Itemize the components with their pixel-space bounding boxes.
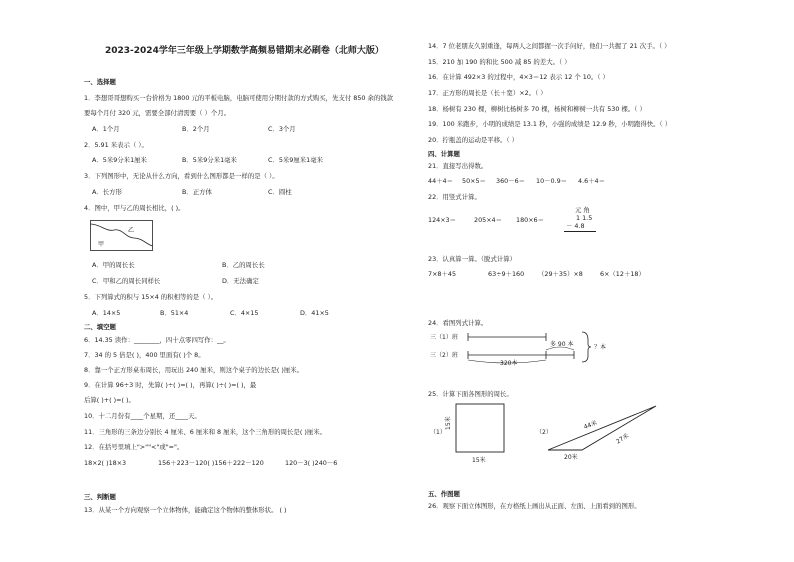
question-16: 16．在计算 492×3 的过程中，4×3＝12 表示 12 个 10。（ ） <box>428 73 609 81</box>
question-9-line2: 后算( )+( )=( )。 <box>84 396 135 404</box>
question-9-line1: 9．在计算 96÷3 时，先算( )÷( )=( )，再算( )÷( )=( )，最 <box>84 381 257 389</box>
question-10: 10．十二月份有____个星期，还____天。 <box>84 412 201 420</box>
q2-option-c: C．5米9厘米1毫米 <box>268 156 324 164</box>
exam-title: 2023-2024学年三年级上学期数学高频易错期末必刷卷（北师大版） <box>105 46 384 56</box>
q3-option-c: C．圆柱 <box>268 188 292 196</box>
question-24: 24．看图列式计算。 <box>428 319 488 327</box>
question-4: 4．图中，甲与乙的周长相比，( )。 <box>84 204 185 212</box>
q1-option-b: B．2个月 <box>182 125 210 133</box>
q21-item-5: 4.6＋4＝ <box>578 177 606 185</box>
q1-option-c: C．3个月 <box>268 125 296 133</box>
q4-label-jia: 甲 <box>98 241 105 248</box>
question-17: 17．正方形的周长是（长＋宽）×2。（ ） <box>428 89 547 97</box>
q21-item-3: 360－6＝ <box>496 177 526 185</box>
q25-tri-b: 27米 <box>615 432 631 446</box>
q23-item-3: （29＋35）×8 <box>538 270 583 278</box>
q23-item-1: 7×8＋45 <box>428 270 457 278</box>
q22-item-2: 205×4＝ <box>474 216 503 224</box>
q2-option-a: A．5米9分米1厘米 <box>92 156 147 164</box>
question-20: 20．拧瓶盖的运动是平移。（ ） <box>428 136 519 144</box>
question-13: 13．从某一个方向观察一个立体物体，能确定这个物体的整体形状。 ( ) <box>84 506 287 514</box>
section-drawing: 五、作图题 <box>428 490 460 498</box>
q4-label-yi: 乙 <box>128 227 135 234</box>
question-7: 7．34 的 5 倍是( )，400 里面有( )个 8。 <box>84 351 205 359</box>
q25-label-2: （2） <box>536 429 552 436</box>
q22-vertical-header: 元 角 <box>575 206 590 214</box>
q25-figure <box>430 400 660 462</box>
question-11: 11．三角形的三条边分别长 4 厘米、6 厘米和 8 厘米，这个三角形的周长是( )厘米。 <box>84 428 327 436</box>
q24-question-label: ？本 <box>594 344 607 351</box>
question-1-line2: 要每个月付 320 元，需要全部付清需要（ ）个月。 <box>84 109 231 117</box>
question-22: 22．用竖式计算。 <box>428 193 481 201</box>
q5-option-a: A．14×5 <box>92 309 121 317</box>
q25-square-bottom: 15米 <box>472 457 486 464</box>
q23-item-4: 6×（12＋18） <box>600 270 645 278</box>
section-judge: 三、判断题 <box>84 493 116 501</box>
question-23: 23．认真算一算。（脱式计算） <box>428 255 517 263</box>
q21-item-1: 44＋4＝ <box>428 177 453 185</box>
q24-row2-label: 三（2）班 <box>430 352 458 359</box>
q4-option-d: D．无法确定 <box>222 277 259 285</box>
question-1-line1: 1．李想哥哥想购买一台价格为 1800 元的平板电脑，电脑可使用分期付款的方式购买，先支付 850 余的钱款 <box>84 94 394 102</box>
question-2: 2．5.91 米表示（ ）。 <box>84 141 148 149</box>
q25-tri-a: 44米 <box>582 419 599 432</box>
q25-square-side: 15米 <box>445 416 452 430</box>
q24-row1-label: 三（1）班 <box>430 334 458 341</box>
q22-item-3: 180×6＝ <box>516 216 545 224</box>
q25-tri-c: 20米 <box>564 454 578 461</box>
q24-figure <box>430 330 620 366</box>
q4-option-a: A．甲的周长长 <box>92 261 135 269</box>
section-fill: 二、填空题 <box>84 323 116 331</box>
q21-item-4: 10－0.9＝ <box>536 177 568 185</box>
section-choice: 一、选择题 <box>84 78 116 86</box>
q22-vertical-bottom: － 4.8 <box>566 222 585 230</box>
q4-option-b: B．乙的周长长 <box>222 261 265 269</box>
question-18: 18．杨树有 230 棵，柳树比杨树多 70 棵，杨树和柳树一共有 530 棵。（ ） <box>428 105 646 113</box>
question-15: 15．210 加 190 的和比 500 减 85 的差大。（ ） <box>428 58 571 66</box>
question-6: 6．14.35 读作：________，四十点零四写作：__。 <box>84 336 230 344</box>
q12-expr-1: 18×2( )18×3 <box>84 459 127 467</box>
q23-item-2: 63÷9＋160 <box>488 270 525 278</box>
q4-figure <box>90 220 154 252</box>
q3-option-a: A．长方形 <box>92 188 122 196</box>
q25-label-1: （1） <box>430 429 446 436</box>
q22-item-1: 124×3＝ <box>428 216 457 224</box>
q22-vertical-top: 1 1.5 <box>576 214 593 222</box>
q24-total-label: 320本 <box>500 360 518 367</box>
section-calc: 四、计算题 <box>428 150 460 158</box>
q5-option-c: C．4×15 <box>230 309 259 317</box>
question-8: 8．靠一个正方形桌布周长，用玩出 240 厘米，则这个桌子的边长是( )厘米。 <box>84 366 304 374</box>
q12-expr-2: 156＋223－120( )156＋222－120 <box>158 459 264 467</box>
q3-option-b: B．正方体 <box>182 188 212 196</box>
q5-option-b: B．51×4 <box>160 309 189 317</box>
question-25: 25．计算下面各图形的周长。 <box>428 390 513 398</box>
question-3: 3．下列图形中，无论从什么方向，看到什么图形都是一样的是（ ）。 <box>84 172 279 180</box>
q4-option-c: C．甲和乙的周长同样长 <box>92 277 161 285</box>
question-5: 5．下列算式的积与 15×4 的积相等的是（ ）。 <box>84 293 218 301</box>
q12-expr-3: 120－3( )240－6 <box>285 459 338 467</box>
q24-more-label: 多 90 本 <box>550 341 574 348</box>
q21-item-2: 50×5＝ <box>462 177 486 185</box>
question-21: 21．直接写出得数。 <box>428 162 488 170</box>
q1-option-a: A．1个月 <box>92 125 120 133</box>
question-12: 12．在括号里填上">""<"或"="。 <box>84 443 184 451</box>
q22-vertical-line <box>564 231 596 232</box>
q2-option-b: B．5米9分米1毫米 <box>182 156 237 164</box>
question-26: 26．观察下面立体图形，在方格纸上画出从正面、左面、上面看到的图形。 <box>428 502 641 510</box>
question-14: 14．7 位老朋友久别重逢，每两人之间都握一次手问好，他们一共握了 21 次手。（ ） <box>428 42 671 50</box>
q5-option-d: D．41×5 <box>300 309 329 317</box>
question-19: 19．100 米跑步，小明的成绩是 13.1 秒，小强的成绩是 12.9 秒，小明跑得快。（ ） <box>428 120 672 128</box>
